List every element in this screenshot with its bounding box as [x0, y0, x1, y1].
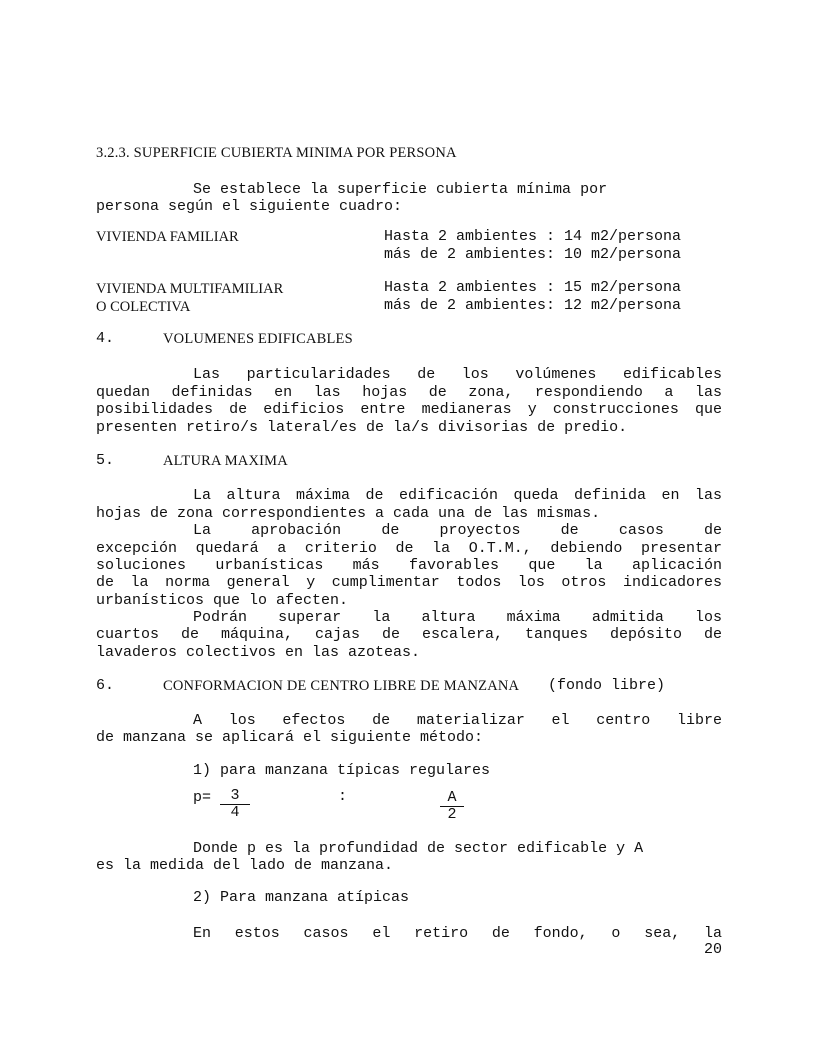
section-5-number: 5.: [96, 452, 115, 469]
paragraph-line: cuartos de máquina, cajas de escalera, tanques depósito de: [96, 626, 722, 643]
paragraph-line: de manzana se aplicará el siguiente método:: [96, 729, 484, 746]
section-323-heading: 3.2.3. SUPERFICIE CUBIERTA MINIMA POR PERSONA: [96, 145, 457, 161]
list-item-1: 1) para manzana típicas regulares: [193, 762, 491, 779]
fraction-numerator: 3: [220, 788, 250, 805]
table-label: O COLECTIVA: [96, 299, 191, 315]
paragraph-line: Donde p es la profundidad de sector edificable y A: [193, 840, 644, 857]
paragraph-line: posibilidades de edificios entre medianeras y construcciones que: [96, 401, 722, 418]
fraction-numerator: A: [440, 790, 464, 807]
list-item-2: 2) Para manzana atípicas: [193, 889, 410, 906]
paragraph-line: urbanísticos que lo afecten.: [96, 592, 349, 609]
paragraph-line: Podrán superar la altura máxima admitida los: [193, 609, 722, 626]
section-4-number: 4.: [96, 330, 115, 347]
paragraph-line: hojas de zona correspondientes a cada una de las mismas.: [96, 505, 601, 522]
paragraph-line: soluciones urbanísticas más favorables que la aplicación: [96, 557, 722, 574]
section-6-number: 6.: [96, 677, 115, 694]
table-value: Hasta 2 ambientes : 15 m2/persona: [384, 279, 682, 296]
formula-prefix: p=: [193, 789, 212, 806]
section-6-heading-suffix: (fondo libre): [548, 677, 666, 694]
section-323-intro-line: Se establece la superficie cubierta mínima por: [193, 181, 608, 198]
paragraph-line: excepción quedará a criterio de la O.T.M., debiendo presentar: [96, 540, 722, 557]
paragraph-line: Las particularidades de los volúmenes edificables: [193, 366, 722, 383]
table-value: más de 2 ambientes: 10 m2/persona: [384, 246, 682, 263]
section-4-heading: VOLUMENES EDIFICABLES: [163, 331, 353, 347]
table-label: VIVIENDA MULTIFAMILIAR: [96, 281, 284, 297]
paragraph-line: de la norma general y cumplimentar todos los otros indicadores: [96, 574, 722, 591]
section-323-intro-line: persona según el siguiente cuadro:: [96, 198, 403, 215]
table-label: VIVIENDA FAMILIAR: [96, 229, 239, 245]
paragraph-line: es la medida del lado de manzana.: [96, 857, 394, 874]
section-5-heading: ALTURA MAXIMA: [163, 453, 288, 469]
paragraph-line: La altura máxima de edificación queda definida en las: [193, 487, 722, 504]
paragraph-line: La aprobación de proyectos de casos de: [193, 522, 722, 539]
fraction-denominator: 4: [230, 804, 240, 821]
paragraph-line: presenten retiro/s lateral/es de la/s divisorias de predio.: [96, 419, 628, 436]
fraction-3-4: [220, 788, 250, 821]
page-number: 20: [703, 941, 722, 958]
formula-separator: :: [338, 788, 348, 805]
paragraph-line: A los efectos de materializar el centro libre: [193, 712, 722, 729]
table-value: más de 2 ambientes: 12 m2/persona: [384, 297, 682, 314]
paragraph-line: lavaderos colectivos en las azoteas.: [96, 644, 421, 661]
paragraph-line: En estos casos el retiro de fondo, o sea, la: [193, 925, 722, 942]
section-6-heading: CONFORMACION DE CENTRO LIBRE DE MANZANA: [163, 678, 520, 694]
fraction-a-2: [440, 790, 464, 823]
table-value: Hasta 2 ambientes : 14 m2/persona: [384, 228, 682, 245]
paragraph-line: quedan definidas en las hojas de zona, respondiendo a las: [96, 384, 722, 401]
fraction-denominator: 2: [447, 806, 457, 823]
